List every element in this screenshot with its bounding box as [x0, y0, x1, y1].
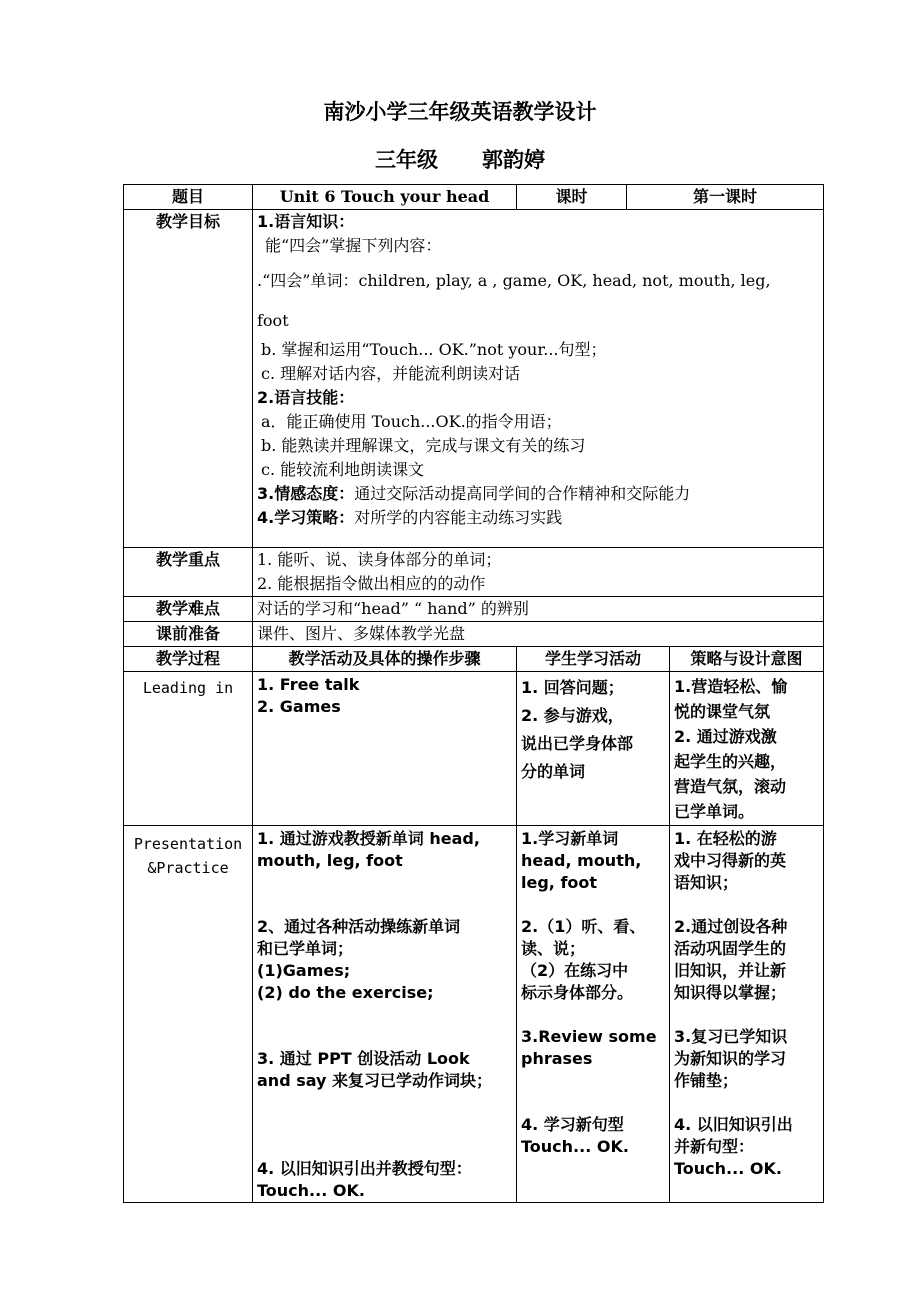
goal-line: b. 能熟读并理解课文，完成与课文有关的练习 — [261, 436, 586, 455]
activity-line: leg, foot — [521, 873, 598, 892]
goal-line: foot — [257, 311, 289, 330]
activity-line: 2.通过创设各种 — [674, 917, 788, 936]
activity-line: 1.营造轻松、愉 — [674, 677, 788, 696]
difficulties-label: 教学难点 — [124, 597, 253, 622]
key-points-label: 教学重点 — [124, 548, 253, 597]
activity-line: mouth, leg, foot — [257, 851, 403, 870]
activity-line: and say 来复习已学动作词块； — [257, 1071, 493, 1090]
activity-line: 2. 通过游戏激 — [674, 727, 777, 746]
difficulties-text: 对话的学习和“head” “ hand” 的辨别 — [253, 597, 824, 622]
activity-line: 4. 以旧知识引出并教授句型： — [257, 1159, 472, 1178]
activity-line: 起学生的兴趣， — [674, 752, 787, 771]
page-title: 南沙小学三年级英语教学设计 — [323, 100, 597, 124]
activity-line: 知识得以掌握； — [674, 983, 787, 1002]
activity-line: 1. Free talk — [257, 675, 360, 694]
process-col-stage: 教学过程 — [124, 647, 253, 672]
leading-in-row — [124, 672, 824, 826]
goal-item-3: 3.情感态度：通过交际活动提高同学间的合作精神和交际能力 — [257, 484, 691, 503]
presentation-teacher — [253, 826, 517, 1203]
activity-line: Touch... OK. — [521, 1137, 629, 1156]
activity-line: Touch... OK. — [257, 1181, 365, 1200]
activity-line: 读、说； — [521, 939, 586, 958]
activity-line: 旧知识，并让新 — [674, 961, 787, 980]
key-point-line: 2. 能根据指令做出相应的的动作 — [257, 574, 486, 593]
activity-line: (2) do the exercise; — [257, 983, 434, 1002]
activity-line: 营造气氛，滚动 — [674, 777, 787, 796]
process-col-student: 学生学习活动 — [517, 647, 670, 672]
presentation-student — [517, 826, 670, 1203]
goal-line: c. 能较流利地朗读课文 — [261, 460, 425, 479]
process-col-strategy: 策略与设计意图 — [670, 647, 824, 672]
activity-line: phrases — [521, 1049, 593, 1068]
activity-line: （2）在练习中 — [521, 961, 629, 980]
leading-in-strategy — [670, 672, 824, 826]
stage-leading-in: Leading in — [124, 672, 253, 826]
goals-label: 教学目标 — [124, 210, 253, 548]
activity-line: 1. 在轻松的游 — [674, 829, 777, 848]
difficulties-row — [124, 597, 824, 622]
activity-line: 2. 参与游戏， — [521, 706, 624, 725]
goal-line: b. 掌握和运用“Touch... OK.”not your...句型； — [261, 340, 607, 359]
goal-line: c. 理解对话内容，并能流利朗读对话 — [261, 364, 521, 383]
activity-line: 1. 通过游戏教授新单词 head, — [257, 829, 480, 848]
activity-line: 悦的课堂气氛 — [674, 702, 771, 721]
activity-line: 3.Review some — [521, 1027, 657, 1046]
activity-line: 1.学习新单词 — [521, 829, 619, 848]
period-value: 第一课时 — [627, 185, 824, 210]
activity-line: 1. 回答问题； — [521, 678, 624, 697]
activity-line: 3.复习已学知识 — [674, 1027, 788, 1046]
activity-line: 4. 以旧知识引出 — [674, 1115, 793, 1134]
preparation-text: 课件、图片、多媒体教学光盘 — [253, 622, 824, 647]
lesson-plan-table — [123, 184, 824, 1203]
key-points-row — [124, 548, 824, 597]
goal-item-4: 4.学习策略：对所学的内容能主动练习实践 — [257, 508, 563, 527]
page-subtitle — [0, 146, 920, 174]
topic-label: 题目 — [124, 185, 253, 210]
activity-line: head, mouth, — [521, 851, 642, 870]
activity-line: (1)Games; — [257, 961, 351, 980]
stage-presentation: Presentation &Practice — [124, 826, 253, 1203]
goal-line: 能“四会”掌握下列内容： — [265, 236, 442, 255]
activity-line: 为新知识的学习 — [674, 1049, 787, 1068]
goals-row — [124, 210, 824, 548]
topic-row — [124, 185, 824, 210]
leading-in-student — [517, 672, 670, 826]
goal-line: .“四会”单词：children, play, a , game, OK, head, not, mouth, leg, — [257, 271, 771, 290]
activity-line: Touch... OK. — [674, 1159, 782, 1178]
period-label: 课时 — [517, 185, 627, 210]
activity-line: 说出已学身体部 — [521, 734, 634, 753]
goal-heading-2: 2.语言技能： — [257, 388, 355, 407]
preparation-label: 课前准备 — [124, 622, 253, 647]
activity-line: 活动巩固学生的 — [674, 939, 787, 958]
leading-in-teacher — [253, 672, 517, 826]
activity-line: 标示身体部分。 — [521, 983, 634, 1002]
goal-heading-1: 1.语言知识： — [257, 212, 355, 231]
key-point-line: 1. 能听、说、读身体部分的单词； — [257, 550, 502, 569]
process-col-teacher: 教学活动及具体的操作步骤 — [253, 647, 517, 672]
presentation-row — [124, 826, 824, 1203]
activity-line: 3. 通过 PPT 创设活动 Look — [257, 1049, 470, 1068]
activity-line: 和已学单词； — [257, 939, 354, 958]
activity-line: 语知识； — [674, 873, 739, 892]
activity-line: 分的单词 — [521, 762, 586, 781]
activity-line: 并新句型： — [674, 1137, 755, 1156]
goal-line: a．能正确使用 Touch...OK.的指令用语； — [261, 412, 562, 431]
goals-content — [253, 210, 824, 548]
grade: 三年级 — [375, 148, 438, 172]
activity-line: 2.（1）听、看、 — [521, 917, 646, 936]
activity-line: 已学单词。 — [674, 802, 755, 821]
key-points-content — [253, 548, 824, 597]
process-header-row — [124, 647, 824, 672]
activity-line: 4. 学习新句型 — [521, 1115, 624, 1134]
activity-line: 2、通过各种活动操练新单词 — [257, 917, 461, 936]
teacher-name: 郭韵婷 — [482, 148, 545, 172]
activity-line: 戏中习得新的英 — [674, 851, 787, 870]
topic-value: Unit 6 Touch your head — [253, 185, 517, 210]
presentation-strategy — [670, 826, 824, 1203]
activity-line: 作铺垫； — [674, 1071, 739, 1090]
preparation-row — [124, 622, 824, 647]
activity-line: 2. Games — [257, 697, 341, 716]
